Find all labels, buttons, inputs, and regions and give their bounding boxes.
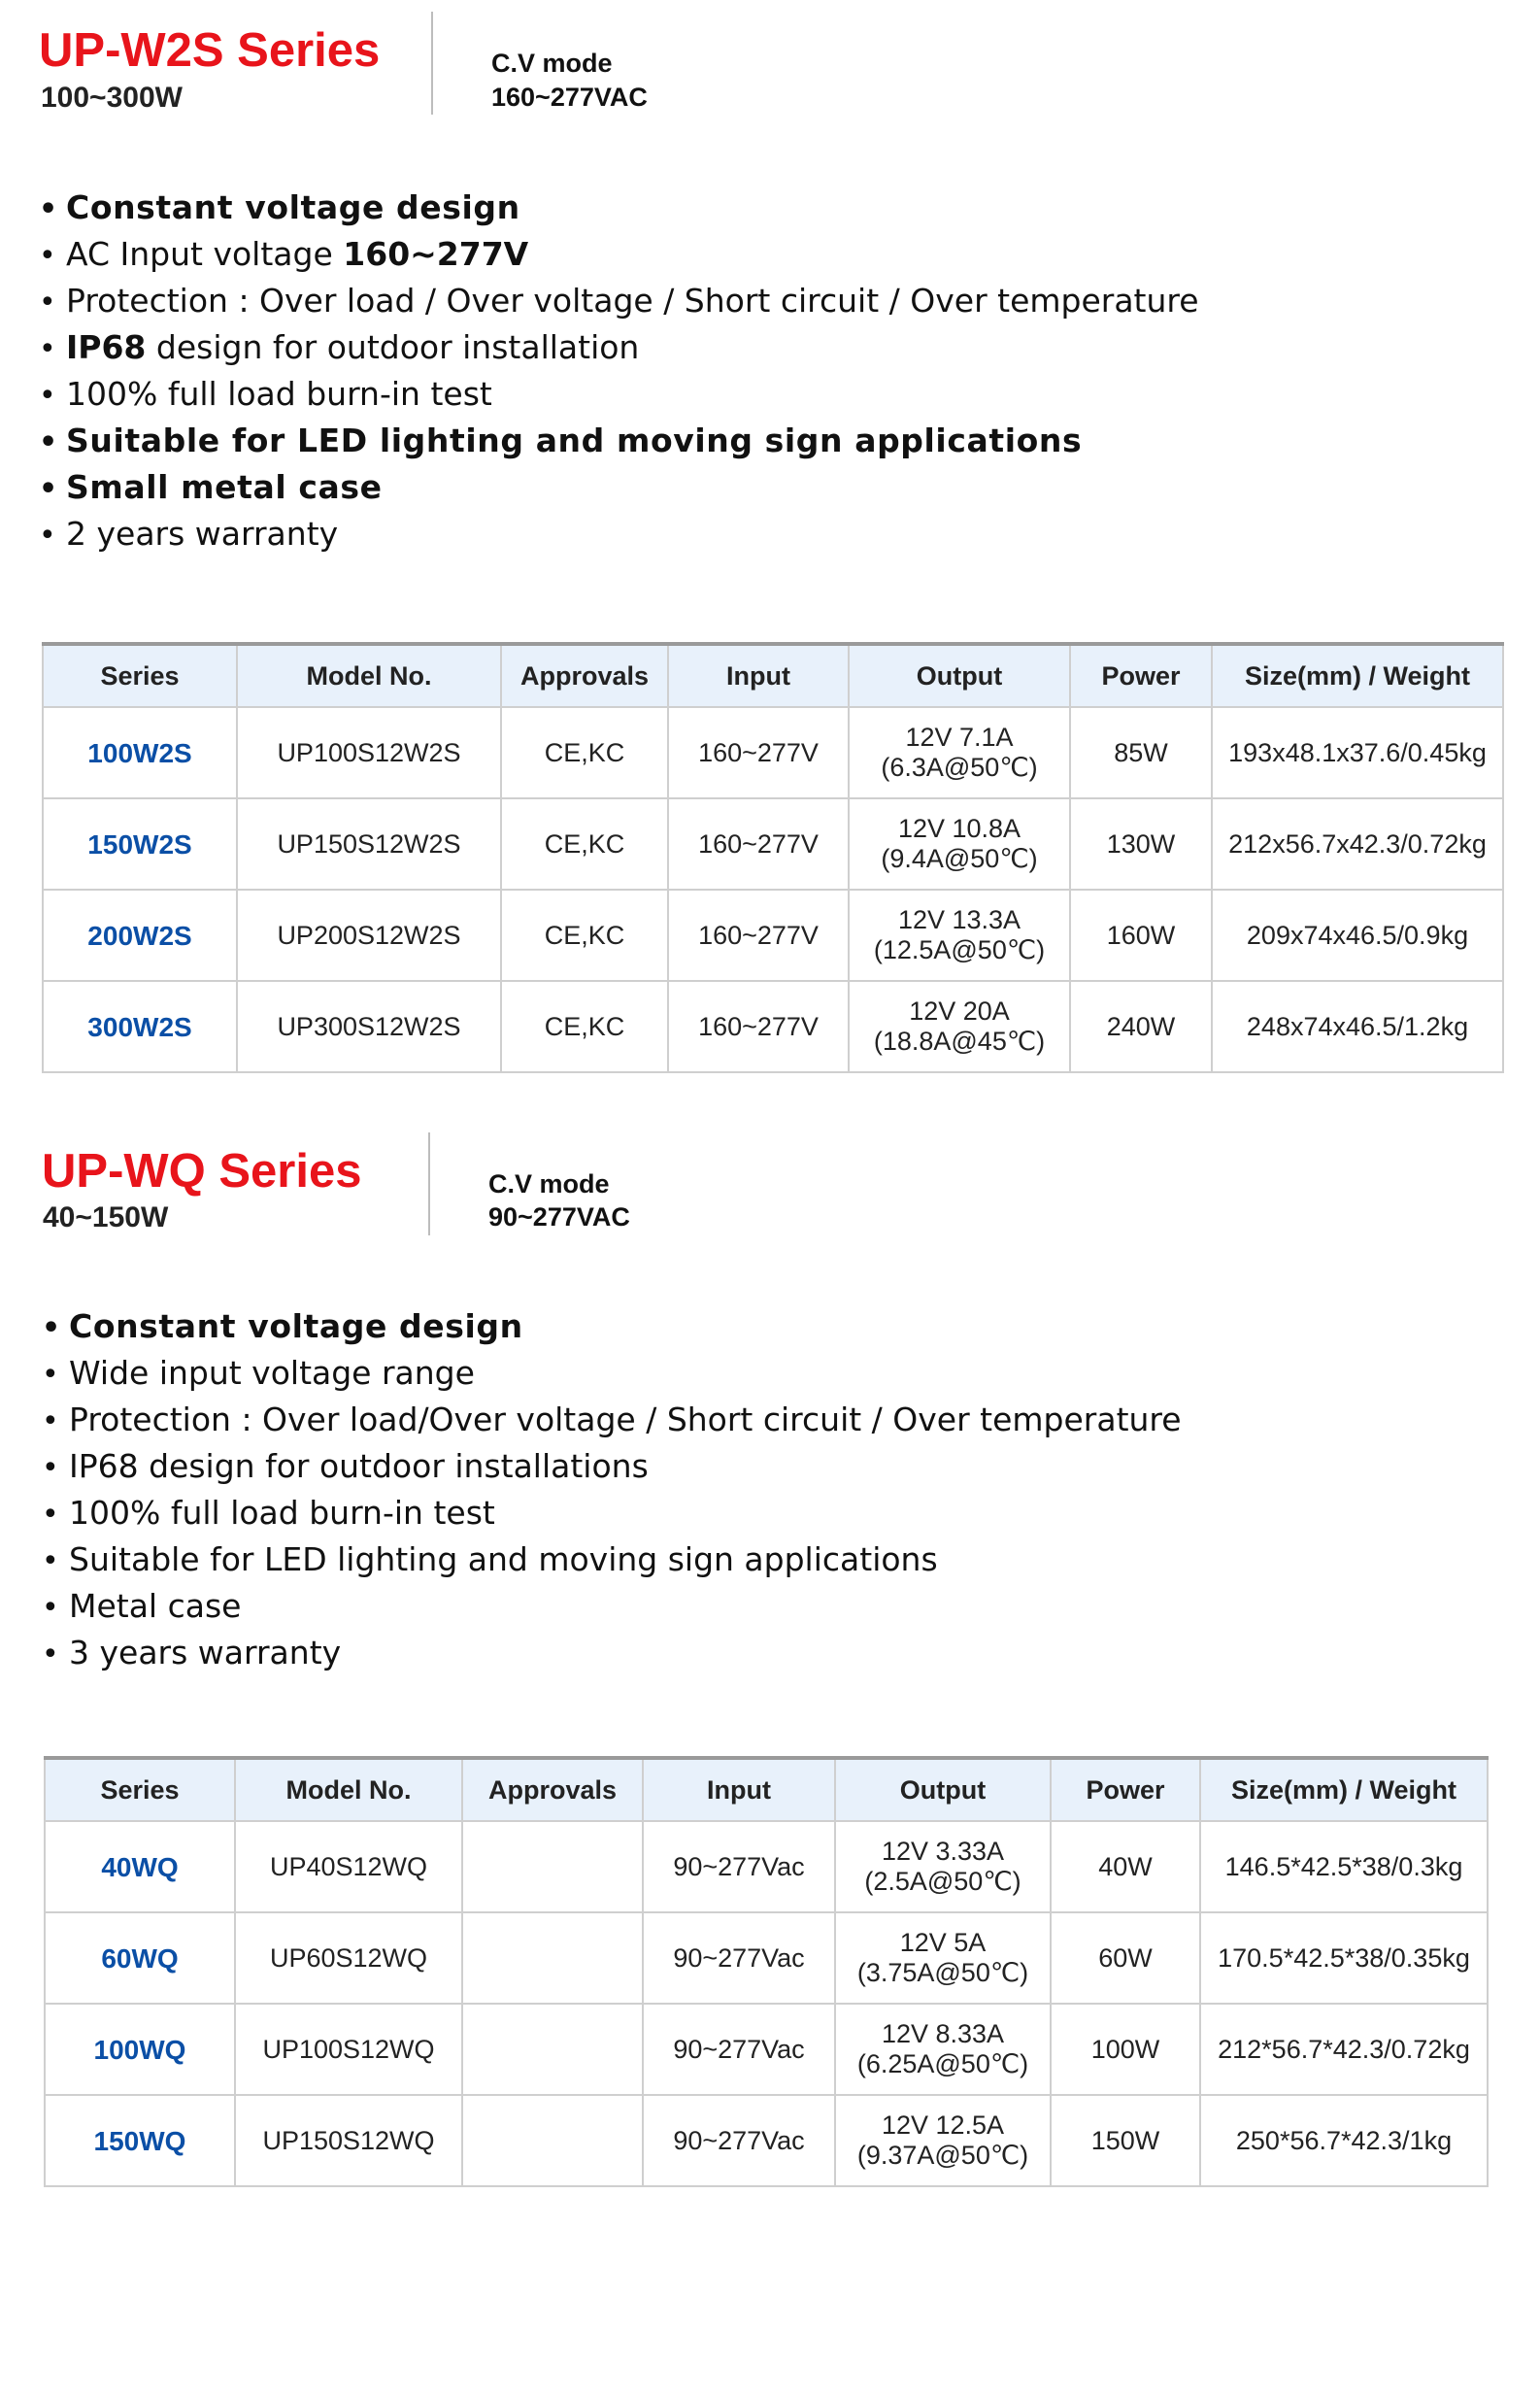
bullet-icon: • bbox=[39, 379, 56, 413]
cell-series: 300W2S bbox=[43, 981, 237, 1072]
output-derating: (9.37A@50℃) bbox=[856, 2141, 1029, 2170]
cell-output bbox=[835, 2095, 1051, 2186]
cell-output bbox=[849, 981, 1070, 1072]
input-voltage-label-wq: 90~277VAC bbox=[488, 1202, 630, 1232]
table-row bbox=[45, 1912, 1488, 2004]
cell-input: 160~277V bbox=[668, 981, 849, 1072]
output-rating: 12V 3.33A bbox=[881, 1837, 1005, 1866]
cell-input: 160~277V bbox=[668, 798, 849, 890]
cell-power: 130W bbox=[1070, 798, 1212, 890]
cell-approvals bbox=[462, 1912, 643, 2004]
cell-input: 90~277Vac bbox=[643, 2095, 835, 2186]
cell-approvals bbox=[462, 1821, 643, 1912]
cell-approvals bbox=[462, 2095, 643, 2186]
input-voltage-label-w2s: 160~277VAC bbox=[491, 83, 648, 112]
cell-model: UP200S12W2S bbox=[237, 890, 501, 981]
cell-model: UP150S12WQ bbox=[235, 2095, 462, 2186]
cell-power: 160W bbox=[1070, 890, 1212, 981]
feature-item: • AC Input voltage 160~277V bbox=[39, 231, 1199, 278]
header-output: Output bbox=[835, 1758, 1051, 1821]
output-derating: (6.25A@50℃) bbox=[856, 2049, 1029, 2078]
cell-model: UP150S12W2S bbox=[237, 798, 501, 890]
bullet-icon: • bbox=[39, 286, 56, 320]
bullet-icon: • bbox=[39, 425, 58, 459]
bullet-icon: • bbox=[39, 192, 58, 226]
cell-size-weight: 212x56.7x42.3/0.72kg bbox=[1212, 798, 1503, 890]
header-divider-w2s bbox=[431, 12, 433, 115]
bullet-icon: • bbox=[39, 332, 56, 366]
table-row bbox=[45, 2004, 1488, 2095]
spec-table-w2s bbox=[42, 642, 1504, 1073]
bullet-icon: • bbox=[39, 472, 58, 506]
cell-size-weight: 146.5*42.5*38/0.3kg bbox=[1200, 1821, 1488, 1912]
output-rating: 12V 13.3A bbox=[897, 905, 1021, 934]
cell-size-weight: 170.5*42.5*38/0.35kg bbox=[1200, 1912, 1488, 2004]
mode-label-w2s: C.V mode bbox=[491, 49, 613, 78]
header-input: Input bbox=[643, 1758, 835, 1821]
feature-item: • 2 years warranty bbox=[39, 511, 1199, 557]
bullet-icon: • bbox=[42, 1591, 59, 1625]
cell-series: 60WQ bbox=[45, 1912, 235, 2004]
table-row bbox=[43, 707, 1503, 798]
feature-item: • Metal case bbox=[42, 1583, 1182, 1630]
cell-power: 85W bbox=[1070, 707, 1212, 798]
cell-output bbox=[835, 1821, 1051, 1912]
cell-model: UP40S12WQ bbox=[235, 1821, 462, 1912]
bullet-icon: • bbox=[42, 1637, 59, 1671]
feature-item: • IP68 design for outdoor installations bbox=[42, 1443, 1182, 1490]
bullet-icon: • bbox=[39, 519, 56, 553]
cell-model: UP60S12WQ bbox=[235, 1912, 462, 2004]
series-title-w2s: UP-W2S Series bbox=[39, 24, 381, 77]
series-title-wq: UP-WQ Series bbox=[42, 1145, 362, 1198]
header-power: Power bbox=[1051, 1758, 1200, 1821]
table-row bbox=[45, 1821, 1488, 1912]
bullet-icon: • bbox=[42, 1358, 59, 1392]
table-row bbox=[43, 798, 1503, 890]
cell-series: 100W2S bbox=[43, 707, 237, 798]
output-rating: 12V 7.1A bbox=[905, 723, 1014, 752]
cell-output bbox=[849, 890, 1070, 981]
header-series: Series bbox=[43, 644, 237, 707]
header-power: Power bbox=[1070, 644, 1212, 707]
header-size-weight: Size(mm) / Weight bbox=[1212, 644, 1503, 707]
output-rating: 12V 20A bbox=[909, 996, 1010, 1026]
bullet-icon: • bbox=[42, 1451, 59, 1485]
series-wattage-wq: 40~150W bbox=[43, 1201, 169, 1233]
header-approvals: Approvals bbox=[462, 1758, 643, 1821]
feature-item: • Constant voltage design bbox=[42, 1303, 1182, 1350]
cell-size-weight: 212*56.7*42.3/0.72kg bbox=[1200, 2004, 1488, 2095]
output-derating: (12.5A@50℃) bbox=[873, 935, 1046, 964]
cell-approvals: CE,KC bbox=[501, 981, 668, 1072]
cell-input: 90~277Vac bbox=[643, 1821, 835, 1912]
cell-series: 100WQ bbox=[45, 2004, 235, 2095]
table-row bbox=[43, 981, 1503, 1072]
table-header-row bbox=[45, 1758, 1488, 1821]
cell-power: 100W bbox=[1051, 2004, 1200, 2095]
feature-item: • Constant voltage design bbox=[39, 185, 1199, 231]
cell-series: 150WQ bbox=[45, 2095, 235, 2186]
header-series: Series bbox=[45, 1758, 235, 1821]
feature-item: • IP68 design for outdoor installation bbox=[39, 324, 1199, 371]
output-derating: (6.3A@50℃) bbox=[881, 753, 1038, 782]
cell-output bbox=[835, 1912, 1051, 2004]
feature-item: • 100% full load burn-in test bbox=[39, 371, 1199, 418]
bullet-icon: • bbox=[39, 239, 56, 273]
cell-size-weight: 250*56.7*42.3/1kg bbox=[1200, 2095, 1488, 2186]
cell-power: 60W bbox=[1051, 1912, 1200, 2004]
feature-list-w2s bbox=[39, 185, 1199, 557]
table-row bbox=[43, 890, 1503, 981]
feature-item: • 3 years warranty bbox=[42, 1630, 1182, 1676]
table-header-row bbox=[43, 644, 1503, 707]
cell-input: 160~277V bbox=[668, 890, 849, 981]
cell-size-weight: 209x74x46.5/0.9kg bbox=[1212, 890, 1503, 981]
feature-item: • Suitable for LED lighting and moving sign applications bbox=[39, 418, 1199, 464]
cell-series: 150W2S bbox=[43, 798, 237, 890]
bullet-icon: • bbox=[42, 1404, 59, 1438]
cell-output bbox=[849, 798, 1070, 890]
feature-item: • Suitable for LED lighting and moving sign applications bbox=[42, 1536, 1182, 1583]
output-rating: 12V 10.8A bbox=[897, 814, 1021, 843]
bullet-icon: • bbox=[42, 1498, 59, 1532]
cell-output bbox=[849, 707, 1070, 798]
spec-table-wq bbox=[44, 1756, 1489, 2187]
header-input: Input bbox=[668, 644, 849, 707]
cell-model: UP100S12W2S bbox=[237, 707, 501, 798]
feature-item: • 100% full load burn-in test bbox=[42, 1490, 1182, 1536]
cell-size-weight: 193x48.1x37.6/0.45kg bbox=[1212, 707, 1503, 798]
cell-power: 150W bbox=[1051, 2095, 1200, 2186]
cell-approvals: CE,KC bbox=[501, 890, 668, 981]
cell-input: 90~277Vac bbox=[643, 1912, 835, 2004]
output-rating: 12V 5A bbox=[899, 1928, 987, 1957]
output-rating: 12V 12.5A bbox=[881, 2110, 1005, 2140]
feature-item: • Protection : Over load / Over voltage / Short circuit / Over temperature bbox=[39, 278, 1199, 324]
feature-item: • Protection : Over load/Over voltage / Short circuit / Over temperature bbox=[42, 1397, 1182, 1443]
bullet-icon: • bbox=[42, 1544, 59, 1578]
output-derating: (3.75A@50℃) bbox=[856, 1958, 1029, 1987]
output-rating: 12V 8.33A bbox=[881, 2019, 1005, 2048]
cell-series: 200W2S bbox=[43, 890, 237, 981]
header-output: Output bbox=[849, 644, 1070, 707]
header-approvals: Approvals bbox=[501, 644, 668, 707]
header-model: Model No. bbox=[237, 644, 501, 707]
cell-approvals: CE,KC bbox=[501, 707, 668, 798]
cell-input: 160~277V bbox=[668, 707, 849, 798]
cell-model: UP300S12W2S bbox=[237, 981, 501, 1072]
bullet-icon: • bbox=[42, 1311, 61, 1345]
cell-size-weight: 248x74x46.5/1.2kg bbox=[1212, 981, 1503, 1072]
header-model: Model No. bbox=[235, 1758, 462, 1821]
feature-list-wq bbox=[42, 1303, 1182, 1676]
cell-output bbox=[835, 2004, 1051, 2095]
cell-approvals bbox=[462, 2004, 643, 2095]
cell-power: 40W bbox=[1051, 1821, 1200, 1912]
header-divider-wq bbox=[428, 1132, 430, 1235]
cell-approvals: CE,KC bbox=[501, 798, 668, 890]
cell-input: 90~277Vac bbox=[643, 2004, 835, 2095]
feature-item: • Small metal case bbox=[39, 464, 1199, 511]
output-derating: (18.8A@45℃) bbox=[873, 1027, 1046, 1056]
cell-power: 240W bbox=[1070, 981, 1212, 1072]
cell-series: 40WQ bbox=[45, 1821, 235, 1912]
table-row bbox=[45, 2095, 1488, 2186]
cell-model: UP100S12WQ bbox=[235, 2004, 462, 2095]
output-derating: (2.5A@50℃) bbox=[864, 1867, 1021, 1896]
feature-item: • Wide input voltage range bbox=[42, 1350, 1182, 1397]
header-size-weight: Size(mm) / Weight bbox=[1200, 1758, 1488, 1821]
series-wattage-w2s: 100~300W bbox=[41, 82, 183, 114]
output-derating: (9.4A@50℃) bbox=[881, 844, 1038, 873]
mode-label-wq: C.V mode bbox=[488, 1169, 610, 1198]
